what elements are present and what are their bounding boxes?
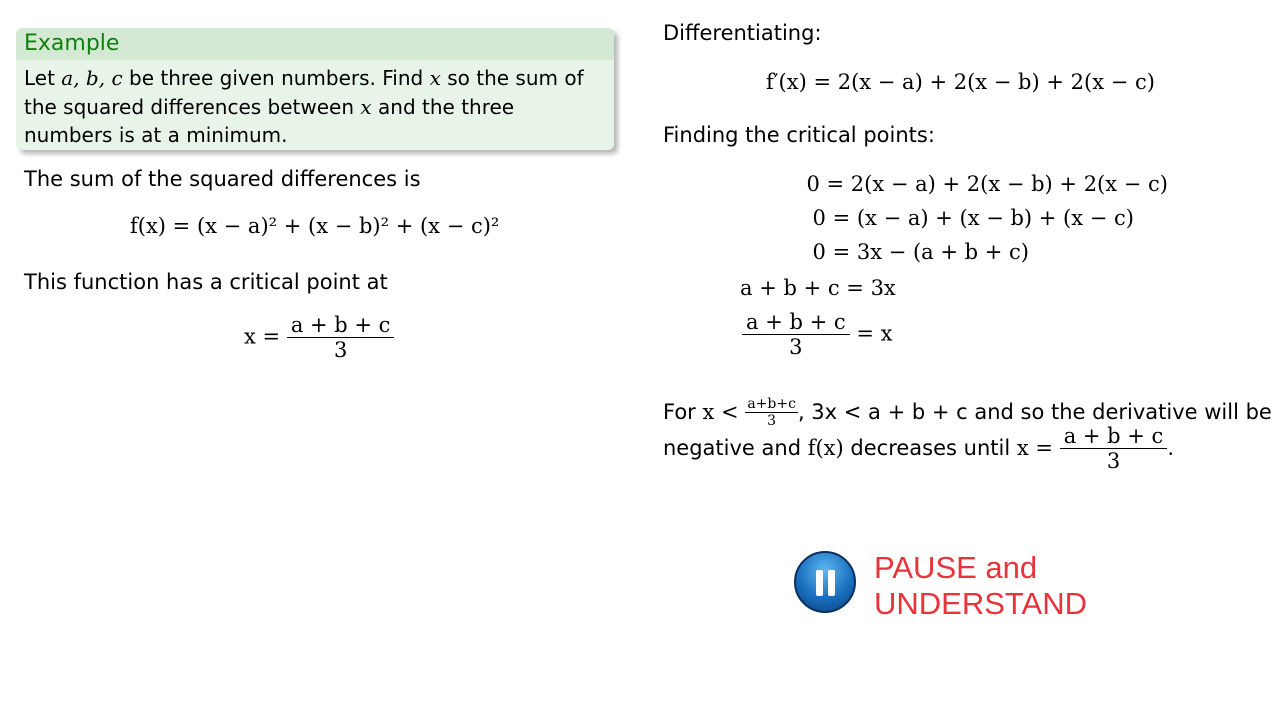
pause-icon [794, 551, 856, 613]
fraction-denominator: 3 [333, 338, 348, 363]
conclusion-denominator: 3 [1106, 449, 1121, 474]
step-5-numerator: a + b + c [742, 310, 850, 335]
conclusion-x-eq: x = [1016, 436, 1053, 461]
example-text-3: so the sum of the squared differences between [24, 66, 584, 119]
conclusion-numerator: a + b + c [1060, 424, 1168, 449]
step-3: 0 = 3x − (a + b + c) [812, 240, 1029, 264]
critical-point-lhs: x = [244, 324, 281, 349]
conclusion-small-numerator: a+b+c [747, 396, 796, 412]
step-5-fraction [742, 310, 850, 360]
critical-point-text: This function has a critical point at [24, 270, 388, 294]
sum-text: The sum of the squared differences is [24, 167, 421, 191]
example-body [16, 60, 614, 150]
conclusion-decreases: decreases until [850, 436, 1011, 461]
step-1: 0 = 2(x − a) + 2(x − b) + 2(x − c) [806, 172, 1168, 196]
critical-points-text: Finding the critical points: [663, 123, 935, 147]
example-title: Example [16, 28, 614, 60]
critical-point-formula [244, 313, 394, 363]
pause-label [874, 550, 1087, 622]
conclusion-period: . [1167, 436, 1174, 461]
conclusion-fraction [1060, 424, 1168, 474]
example-block [16, 28, 614, 150]
pause-bar-left [816, 570, 823, 596]
conclusion-line-2 [663, 424, 1174, 474]
step-2: 0 = (x − a) + (x − b) + (x − c) [812, 206, 1134, 230]
example-vars: a, b, c [61, 66, 123, 90]
pause-bar-right [828, 570, 835, 596]
fraction-numerator: a + b + c [287, 313, 395, 338]
example-text-2: be three given numbers. Find [129, 66, 424, 90]
example-text-1: Let [24, 66, 55, 90]
conclusion-small-denominator: 3 [767, 413, 777, 430]
step-5 [742, 310, 892, 360]
example-x-2: x [360, 94, 372, 119]
conclusion-rest: , 3x < a + b + c and so the derivative will be [797, 399, 1272, 424]
f-definition: f(x) = (x − a)² + (x − b)² + (x − c)² [130, 214, 500, 238]
conclusion-fx: f(x) [807, 436, 844, 461]
derivative-formula: f′(x) = 2(x − a) + 2(x − b) + 2(x − c) [766, 70, 1155, 94]
conclusion-negative: negative and [663, 436, 802, 461]
conclusion-x-lt: x < [702, 399, 739, 424]
critical-point-fraction [287, 313, 395, 363]
differentiating-text: Differentiating: [663, 21, 822, 45]
pause-line-2: UNDERSTAND [874, 586, 1087, 621]
example-text-4: and the three numbers is at a minimum. [24, 94, 515, 147]
example-x: x [429, 66, 441, 90]
conclusion-for: For [663, 399, 696, 424]
pause-line-1: PAUSE and [874, 550, 1038, 585]
step-5-rhs: = x [856, 321, 893, 346]
step-5-denominator: 3 [789, 335, 803, 360]
step-4: a + b + c = 3x [740, 276, 896, 300]
